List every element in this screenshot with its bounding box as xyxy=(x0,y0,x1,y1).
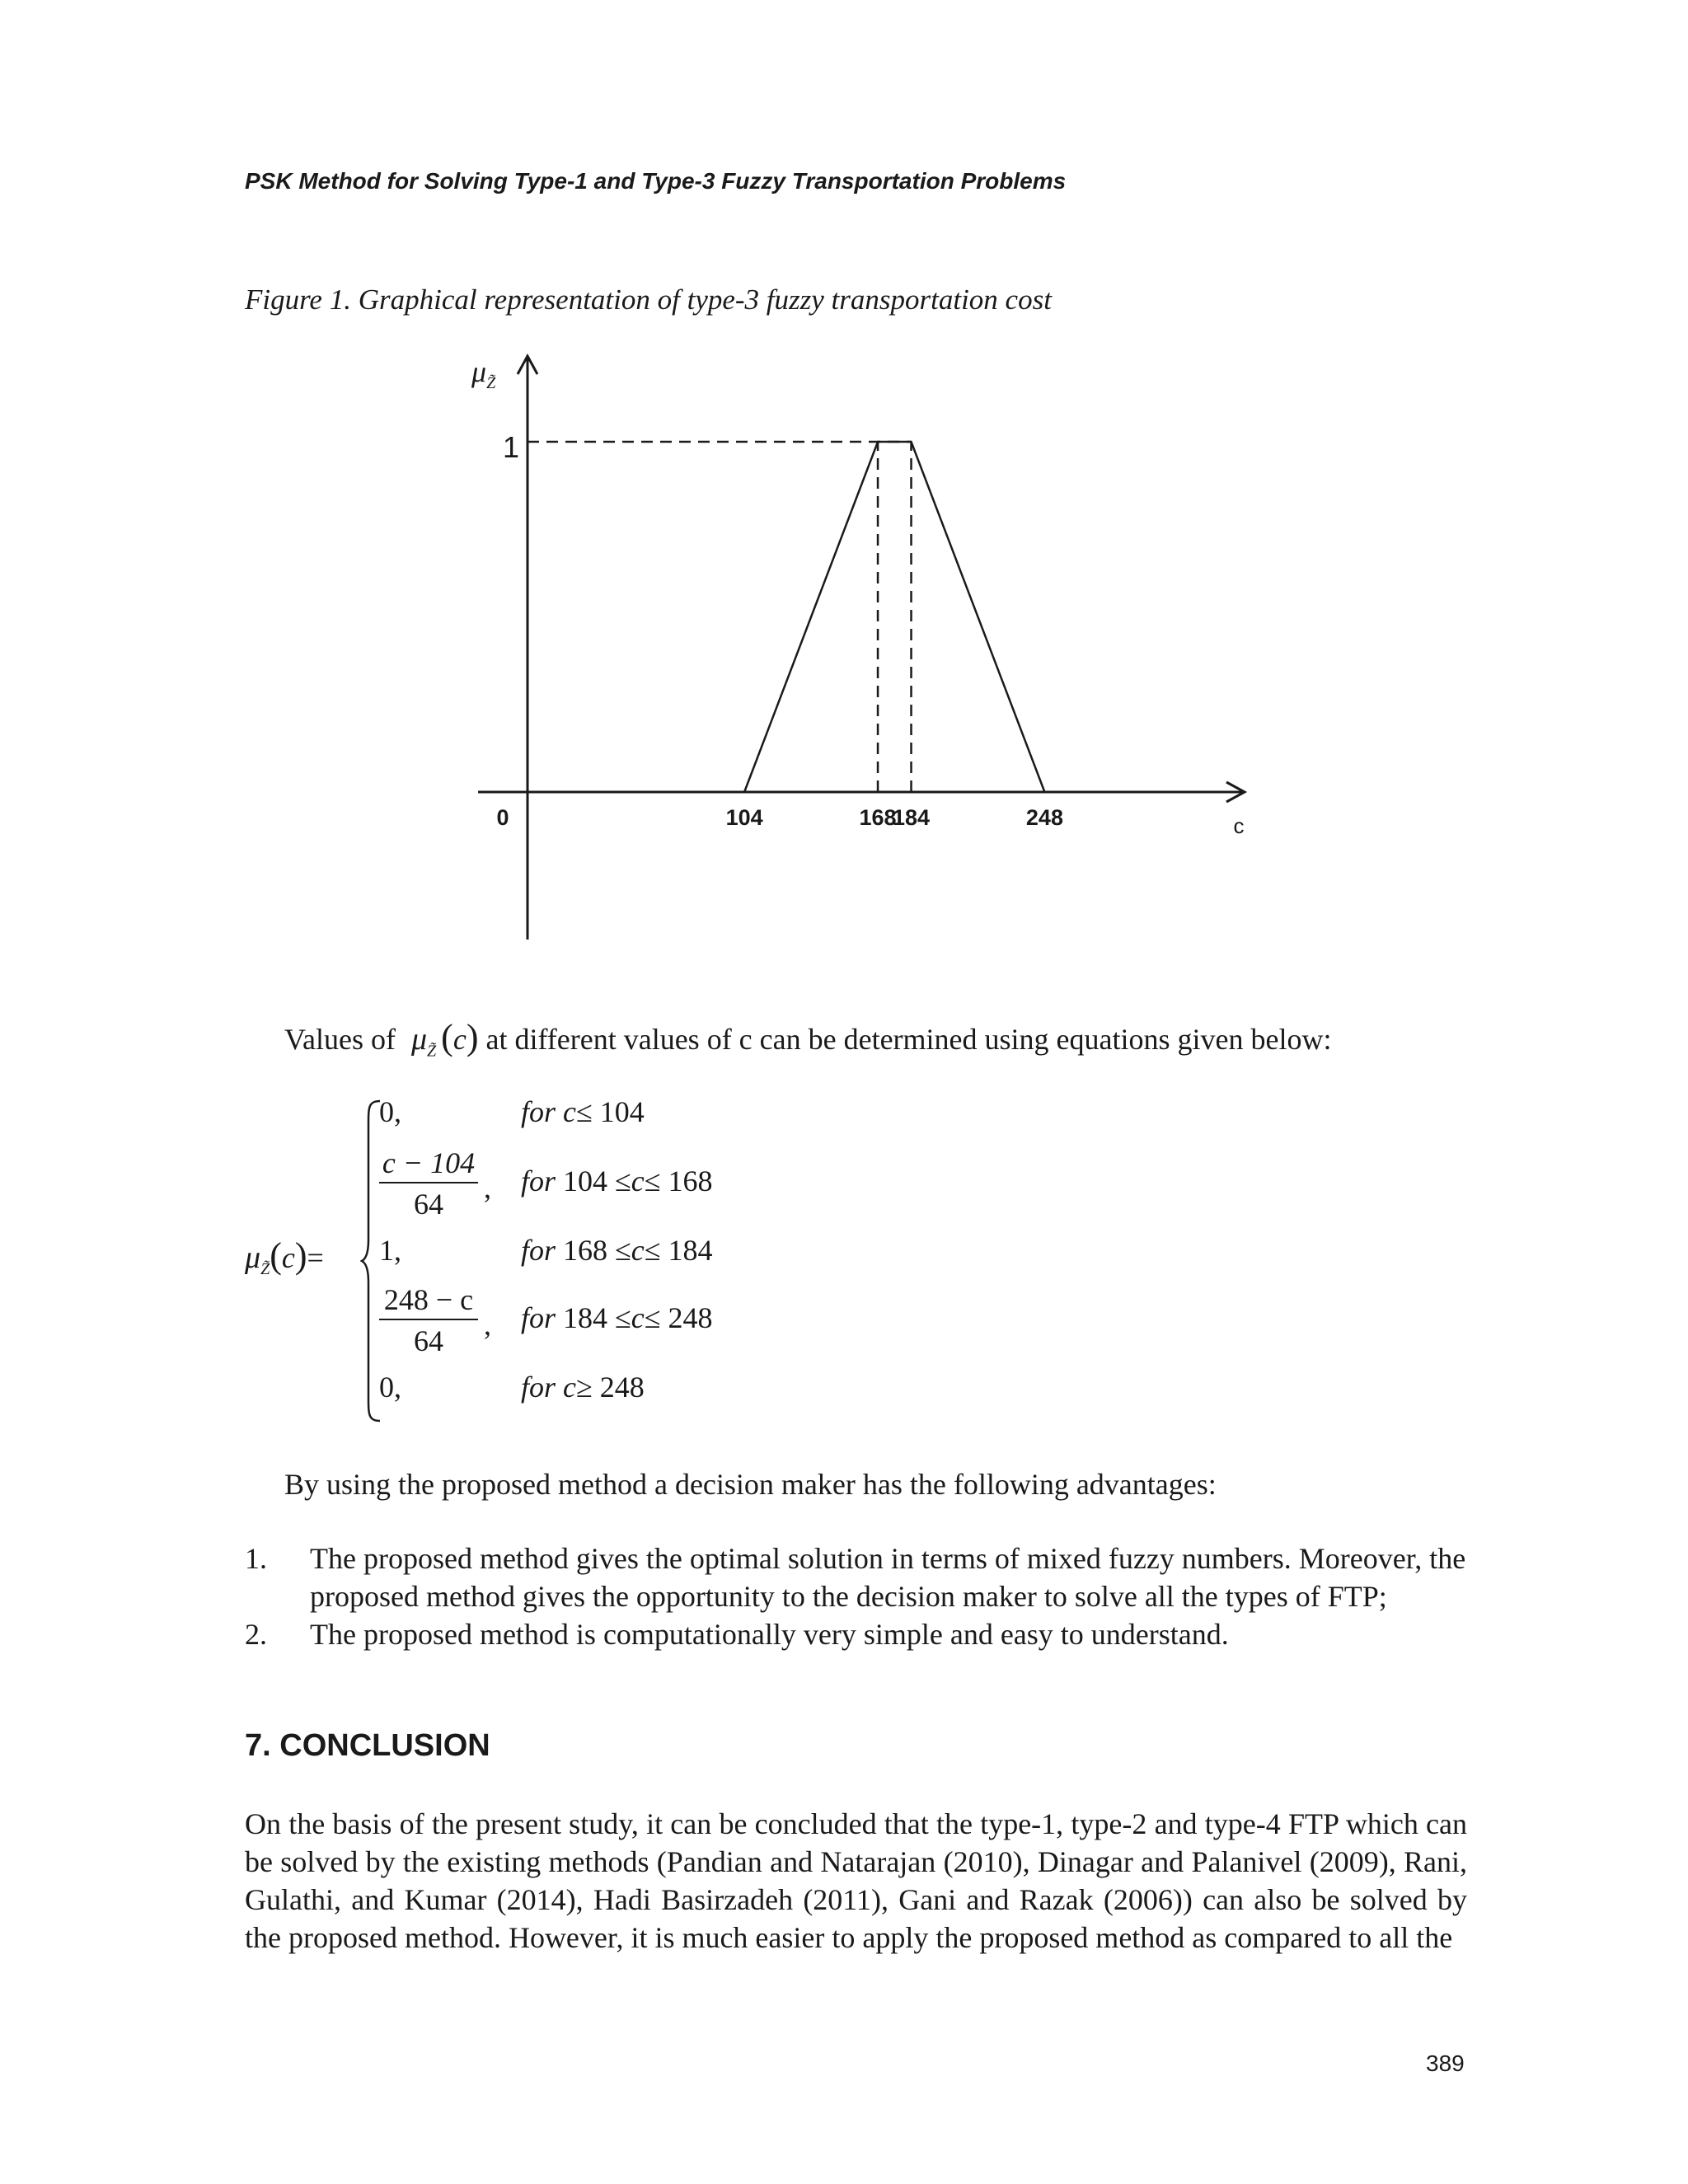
x-tick-label-184: 184 xyxy=(892,805,931,830)
y-tick-label-1: 1 xyxy=(502,430,520,464)
list-item-number: 2. xyxy=(245,1618,267,1651)
conclusion-paragraph: On the basis of the present study, it can be concluded that the type-1, type-2 and type-4 FTP which can be solved by the existing methods (Pandian and Natarajan (2010), Dinagar and Palanivel (2009), Rani, Gulathi, and Kumar (2014), Hadi Basirzadeh (2011), Gani and Razak (2006)) can also be solved by the proposed method. However, it is much easier to apply the proposed method as compared to all the xyxy=(245,1807,1467,1954)
y-axis-label-base: μ xyxy=(471,355,487,388)
case-1-condition: for c≤ 104 xyxy=(521,1095,645,1128)
intro-after: at different values of c can be determined using equations given below: xyxy=(485,1023,1332,1056)
case-3-condition: for 168 ≤c≤ 184 xyxy=(521,1234,713,1267)
series-group xyxy=(744,442,1044,792)
case-4-numerator: 248 − c xyxy=(379,1282,478,1320)
x-tick-label-104: 104 xyxy=(725,805,763,830)
case-3-value: 1, xyxy=(379,1234,401,1267)
case-5-value: 0, xyxy=(379,1371,401,1404)
case-2-fraction xyxy=(379,1146,478,1221)
list-item-number: 1. xyxy=(245,1542,267,1575)
intro-mu-sub: Z̃ xyxy=(427,1042,437,1061)
equation-lhs: $\mu_{Z̃}(c)=$ xyxy=(245,1235,324,1279)
x-axis-label: c xyxy=(1233,813,1245,838)
case-4-denominator: 64 xyxy=(414,1324,443,1357)
list-item-text: The proposed method gives the optimal solution in terms of mixed fuzzy numbers. Moreover, the proposed method gives the opportunity to the decision maker to solve all the types of FTP; xyxy=(310,1542,1466,1613)
case-4-fraction xyxy=(379,1282,478,1358)
x-tick-label-168: 168 xyxy=(859,805,897,830)
x-tick-label-248: 248 xyxy=(1025,805,1063,830)
case-4-comma: , xyxy=(484,1308,491,1341)
piecewise-equation xyxy=(245,1088,1069,1418)
case-2-denominator: 64 xyxy=(414,1188,443,1221)
y-axis-label xyxy=(471,354,495,393)
case-2-condition: for 104 ≤c≤ 168 xyxy=(521,1165,713,1197)
lhs-mu: μ xyxy=(245,1240,261,1275)
section-heading: 7. CONCLUSION xyxy=(245,1728,490,1763)
case-2-numerator: c − 104 xyxy=(379,1146,478,1183)
case-4-condition: for 184 ≤c≤ 248 xyxy=(521,1301,713,1334)
figure-1 xyxy=(445,338,1286,964)
intro-mu: μ xyxy=(410,1022,428,1057)
intro-arg: c xyxy=(452,1023,467,1056)
list-item-text: The proposed method is computationally very simple and easy to understand. xyxy=(310,1618,1229,1651)
list-item xyxy=(245,1540,1473,1615)
lhs-mu-sub: Z̃ xyxy=(260,1260,270,1279)
advantages-list xyxy=(245,1540,1473,1653)
case-5-condition: for c≥ 248 xyxy=(521,1371,645,1404)
case-2-comma: , xyxy=(484,1171,491,1204)
page-number: 389 xyxy=(1426,2050,1465,2076)
membership-chart xyxy=(445,338,1286,964)
intro-before: Values of xyxy=(284,1023,396,1056)
list-item xyxy=(245,1615,1473,1653)
lhs-arg: c xyxy=(281,1241,295,1274)
guide-lines xyxy=(528,442,912,792)
case-1-value: 0, xyxy=(379,1095,401,1128)
lhs-equals: = xyxy=(307,1241,324,1274)
x-tick-labels xyxy=(496,805,1062,830)
series-membership xyxy=(744,442,1044,792)
equation-intro: Values of $\mu_{Z̃}$ (c) at different values of c can be determined using equations given below: xyxy=(284,1017,1332,1061)
y-axis-label-subscript: Z̃ xyxy=(486,374,496,393)
advantages-lead: By using the proposed method a decision maker has the following advantages: xyxy=(284,1468,1217,1501)
intro-mu-symbol xyxy=(410,1022,437,1061)
running-header: PSK Method for Solving Type-1 and Type-3 Fuzzy Transportation Problems xyxy=(245,168,1067,194)
figure-caption: Figure 1. Graphical representation of type-3 fuzzy transportation cost xyxy=(245,284,1052,316)
x-tick-label-0: 0 xyxy=(496,805,509,830)
